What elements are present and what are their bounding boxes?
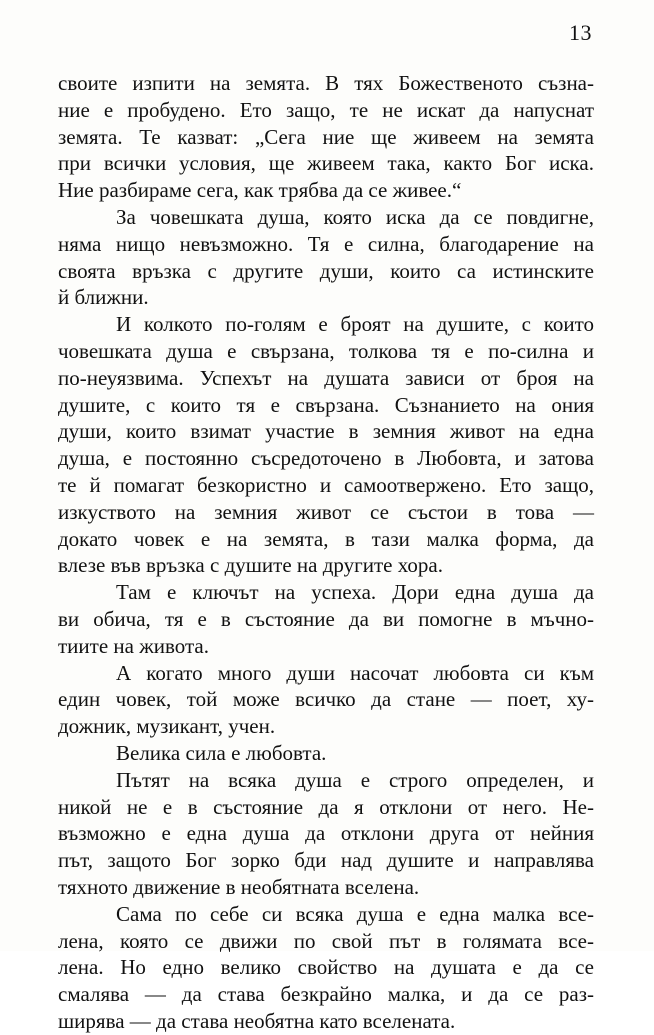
text-line: душа, е постоянно съсредоточено в Любовта, и затова (58, 446, 594, 471)
text-line: земята. Те казват: „Сега ние ще живеем на земята (58, 124, 594, 149)
text-line: ви обича, тя е в състояние да ви помогне в мъчно- (58, 606, 594, 631)
page-number: 13 (569, 20, 592, 45)
text-line: те й помагат безкористно и самоотвержено. Ето защо, (58, 472, 594, 497)
text-line: смалява — да става безкрайно малка, и да се раз- (58, 982, 594, 1007)
text-line: тиите на живота. (58, 633, 209, 658)
text-line: по-неуязвима. Успехът на душата зависи от броя на (58, 365, 594, 390)
text-line: Велика сила е любовта. (116, 740, 327, 765)
text-line: при всички условия, ще живеем така, както Бог иска. (58, 151, 594, 176)
text-line: един човек, той може всичко да стане — поет, ху- (58, 687, 594, 712)
text-line: Ние разбираме сега, как трябва да се живее.“ (58, 178, 462, 203)
text-line: И колкото по-голям е броят на душите, с които (116, 312, 594, 337)
text-line: възможно е една душа да отклони друга от нейния (58, 821, 594, 846)
text-line: влезе във връзка с душите на другите хора. (58, 553, 444, 578)
text-line: Там е ключът на успеха. Дори една душа да (116, 580, 594, 605)
text-line: няма нищо невъзможно. Тя е силна, благодарение на (58, 231, 594, 256)
text-line: ширява — да става необятна като вселената. (58, 1008, 456, 1033)
text-line: път, защото Бог зорко бди над душите и направлява (58, 848, 594, 873)
text-line: Сама по себе си всяка душа е една малка все- (116, 901, 594, 926)
text-line: своите изпити на земята. В тях Божественото съзна- (58, 71, 594, 95)
text-line: лена, която се движи по свой път в голямата все- (58, 928, 594, 953)
text-line: За човешката душа, която иска да се повдигне, (116, 204, 594, 229)
text-line: никой не е в състояние да я отклони от него. Не- (58, 794, 594, 819)
body-text (58, 70, 594, 1035)
text-line: човешката душа е свързана, толкова тя е по-силна и (58, 338, 594, 363)
text-line: лена. Но едно велико свойство на душата е да се (58, 955, 594, 980)
text-line: дожник, музикант, учен. (58, 714, 276, 739)
text-line: своята връзка с другите души, които са истинските (58, 258, 594, 283)
text-line: А когато много души насочат любовта си към (116, 660, 594, 685)
text-line: Пътят на всяка душа е строго определен, и (116, 767, 594, 792)
text-line: ние е пробудено. Ето защо, те не искат да напуснат (58, 97, 594, 122)
text-line: тяхното движение в необятната вселена. (58, 874, 420, 899)
text-line: душите, с които тя е свързана. Съзнанието на ония (58, 392, 594, 417)
text-line: души, които взимат участие в земния живот на една (58, 419, 594, 444)
text-line: изкуството на земния живот се състои в това — (58, 499, 594, 524)
text-line: й ближни. (58, 285, 149, 310)
text-line: докато човек е на земята, в тази малка форма, да (58, 526, 594, 551)
